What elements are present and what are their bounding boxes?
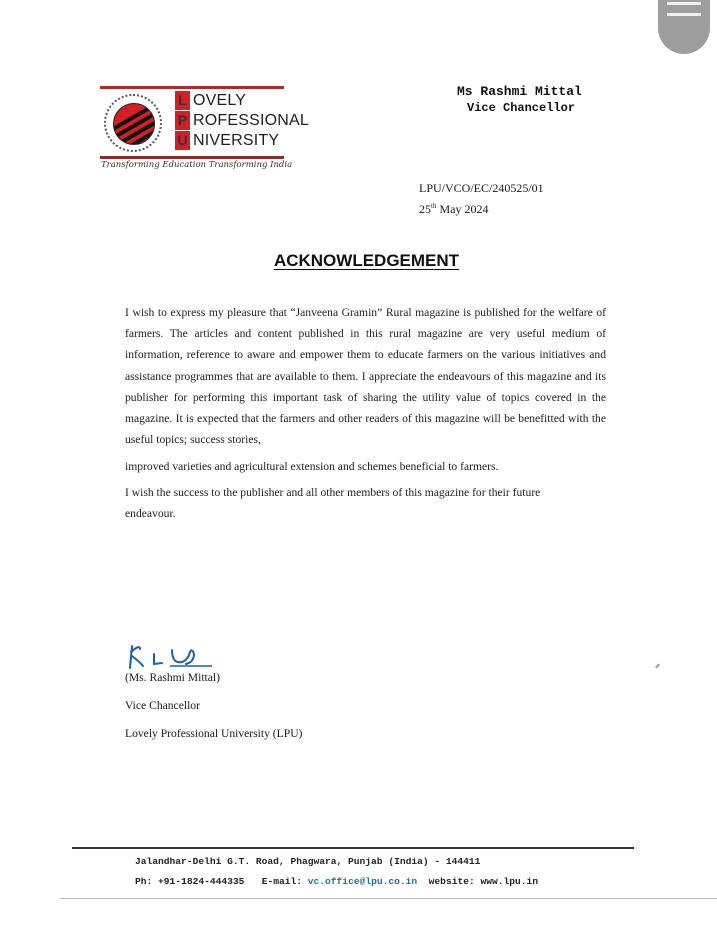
footer-bottom-rule: [60, 898, 717, 899]
footer-address: Jalandhar-Delhi G.T. Road, Phagwara, Punjab (India) - 144411: [135, 856, 481, 867]
handwritten-signature-icon: [126, 642, 216, 672]
lpu-initials: [175, 91, 190, 151]
logo-top-rule: [100, 86, 284, 89]
sender-name: Ms Rashmi Mittal: [457, 84, 582, 99]
logo-letter: P: [175, 111, 190, 130]
university-tagline: Transforming Education Transforming India: [101, 160, 293, 170]
body-paragraph: I wish the success to the publisher and all other members of this magazine for their future endeavour.: [125, 486, 541, 521]
logo-bottom-rule: [100, 156, 284, 159]
drag-handle-icon[interactable]: [658, 0, 710, 54]
phone-number: +91-1824-444335: [158, 876, 245, 887]
sender-title: Vice Chancellor: [467, 101, 576, 115]
signatory-name: (Ms. Rashmi Mittal): [125, 671, 221, 684]
logo-word: NIVERSITY: [193, 132, 280, 149]
website-link[interactable]: www.lpu.in: [480, 876, 539, 887]
letter-date: [419, 202, 488, 217]
document-heading: ACKNOWLEDGEMENT: [273, 251, 460, 270]
date-day: 25: [419, 202, 431, 216]
university-seal-icon: [104, 94, 162, 152]
logo-word: OVELY: [193, 92, 247, 109]
phone-label: Ph:: [135, 876, 153, 887]
date-suffix: th: [431, 202, 437, 210]
logo-letter: U: [175, 131, 190, 150]
email-label: E-mail:: [261, 876, 302, 887]
footer-contact: [135, 876, 538, 887]
signatory-title: Vice Chancellor: [125, 699, 200, 712]
date-month-year: May 2024: [436, 202, 489, 216]
logo-word: ROFESSIONAL: [193, 112, 310, 129]
body-paragraph: improved varieties and agricultural extension and schemes beneficial to farmers.: [125, 460, 499, 473]
signatory-organization: Lovely Professional University (LPU): [125, 727, 303, 740]
body-paragraph: I wish to express my pleasure that “Janveena Gramin” Rural magazine is published for the welfare of farmers. The articles and content published in this rural magazine are very useful medium of information, reference to aware and empower them to educate farmers on the various initiatives and assistance programmes that are available to them. I appreciate the endeavours of this magazine and its publisher for performing this important task of sharing the utility value of topics covered in the magazine. It is expected that the farmers and other readers of this magazine will be benefitted with the useful topics; success stories,: [125, 306, 606, 447]
university-name: [193, 91, 309, 151]
website-label: website:: [428, 876, 475, 887]
scan-speck: [655, 664, 660, 669]
logo-letter: L: [175, 91, 190, 110]
footer-rule: [72, 847, 634, 849]
reference-number: LPU/VCO/EC/240525/01: [419, 181, 544, 195]
email-link[interactable]: vc.office@lpu.co.in: [307, 876, 418, 887]
